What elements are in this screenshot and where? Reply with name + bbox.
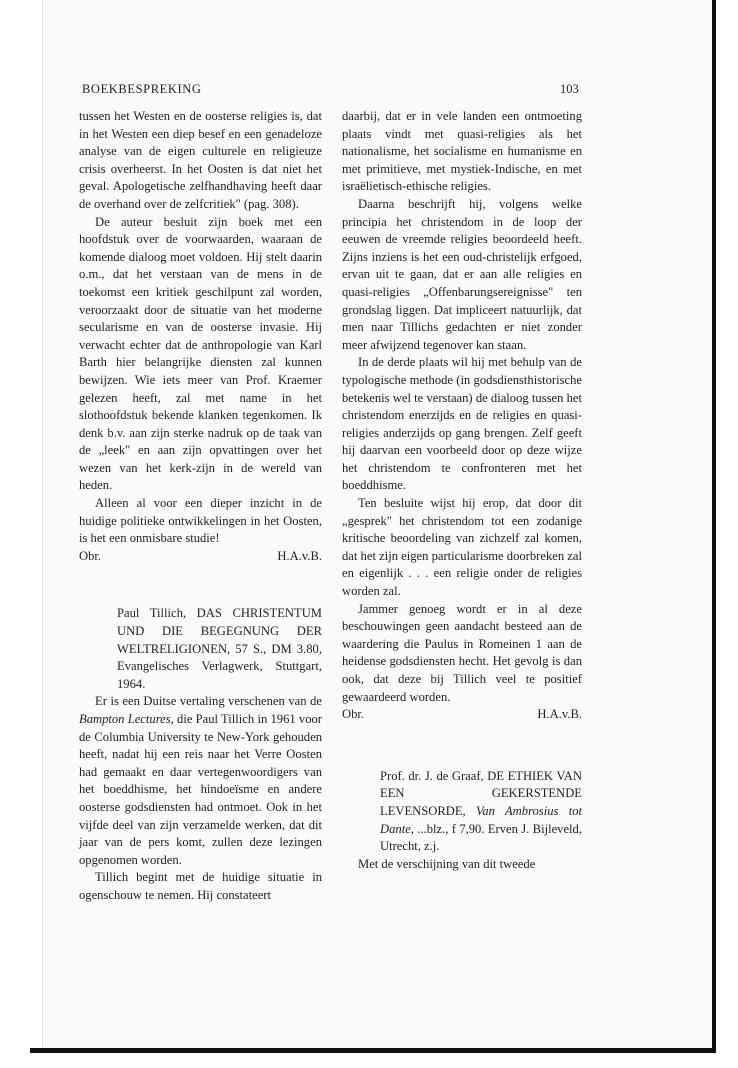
paragraph: Ten besluite wijst hij erop, dat door dit „gesprek" het christendom tot een zodanige kritische beoordeling van zichzelf zal komen, dat het zijn eigen particularisme doorbreken zal en eigenlijk . . . een religie onder de religies worden zal. [342,496,582,599]
page-number: 103 [560,82,579,96]
page-left-edge [42,0,43,1048]
signature-initials: H.A.v.B. [277,548,322,563]
book-citation: Prof. dr. J. de Graaf, DE ETHIEK VAN EEN GEKERSTENDE LEVENSORDE, Van Ambrosius tot Dante, ...blz., f 7,90. Erven J. Bijleveld, Utrecht, z.j. [380,768,582,854]
paragraph: Jammer genoeg wordt er in al deze beschouwingen geen aandacht besteed aan de waardering die Paulus in Romeinen 1 aan de heidense godsdiensten hecht. Het gevolg is dan ook, dat deze bij Tillich veel te positief gewaardeerd worden. [342,601,582,704]
review-signature [79,548,322,566]
paragraph: Met de verschijning van dit tweede [358,856,536,871]
paragraph: Alleen al voor een dieper inzicht in de huidige politieke ontwikkelingen in het Oosten, is het een onmisbare studie! [79,496,322,546]
paragraph: In de derde plaats wil hij met behulp van de typologische methode (in godsdiensthistorische betekenis wel te verstaan) de dialoog tussen het christendom enerzijds en de religies en quasi-religies anderzijds op gang brengen. Zelf geeft hij daarvan een voorbeeld door op deze wijze het christendom te confronteren met het boeddhisme. [342,355,582,493]
signature-initials: H.A.v.B. [537,707,582,722]
running-title: BOEKBESPREKING [82,82,202,96]
paragraph: Daarna beschrijft hij, volgens welke principia het christendom in de loop der eeuwen de vreemde religies beoordeeld heeft. Zijns inziens is het een oud-christelijk erfgoed, ervan uit te gaan, dat er aan alle religies en quasi-religies „Offenbarungsereignisse" ten grondslag liggen. Dat impliceert natuurlijk, dat men naar Tillichs gedachten er niet zonder meer afwijzend tegenover kan staan. [342,196,582,352]
italic-title: Bampton Lectures, [79,712,174,726]
left-column [79,108,322,905]
right-column [342,108,582,873]
book-citation: Paul Tillich, DAS CHRISTENTUM UND DIE BEGEGNUNG DER WELTRELIGIONEN, 57 S., DM 3.80, Evangelisches Verlagwerk, Stuttgart, 1964. [117,606,322,691]
signature-obr: Obr. [342,707,365,722]
paragraph: De auteur besluit zijn boek met een hoofdstuk over de voorwaarden, waaraan de komende dialoog moet voldoen. Hij stelt daarin o.m., dat het verstaan van de mens in de toekomst een kritiek geschilpunt zal worden, veroorzaakt door de situatie van het moderne secularisme en van de oosterse invasie. Hij verwacht echter dat de anthropologie van Karl Barth hier belangrijke diensten zal kunnen bewijzen. Wie iets meer van Prof. Kraemer gelezen heeft, zal met name in het slothoofdstuk bekende klanken tegenkomen. Ik denk b.v. aan zijn sterke nadruk op de taak van de „leek" en aan zijn opvattingen over het wezen van het kerk-zijn in de wereld van heden. [79,214,322,493]
scan-border-bottom [30,1048,716,1053]
paragraph: Tillich begint met de huidige situatie in ogenschouw te nemen. Hij constateert [79,870,322,902]
review-signature [342,706,582,724]
italic-title: Van Ambrosius tot Dante, [380,803,582,836]
signature-obr: Obr. [79,548,102,563]
paragraph: Er is een Duitse vertaling verschenen van de Bampton Lectures, die Paul Tillich in 1961 voor de Columbia University te New-York gehouden heeft, nadat hij een reis naar het Verre Oosten had gemaakt en daar vertegenwoordigers van het boeddhisme, het hindoeïsme en andere oosterse godsdiensten had ontmoet. Ook in het vijfde deel van zijn verzamelde werken, dat dit jaar van de pers komt, zullen deze lezingen opgenomen worden. [79,694,322,867]
paragraph: daarbij, dat er in vele landen een ontmoeting plaats vindt met quasi-religies als het nationalisme, het socialisme en humanisme en met primitieve, met mystiek-Indische, en met israëlietisch-ethische religies. [342,109,582,194]
scan-border-right [712,0,716,1052]
paragraph: tussen het Westen en de oosterse religies is, dat in het Westen een diep besef en een genadeloze analyse van de eigen culturele en religieuze crisis overheerst. In het Oosten is dat niet het geval. Apologetische zelfhandhaving heeft daar de overhand over de zelfcritiek" (pag. 308). [79,109,322,211]
